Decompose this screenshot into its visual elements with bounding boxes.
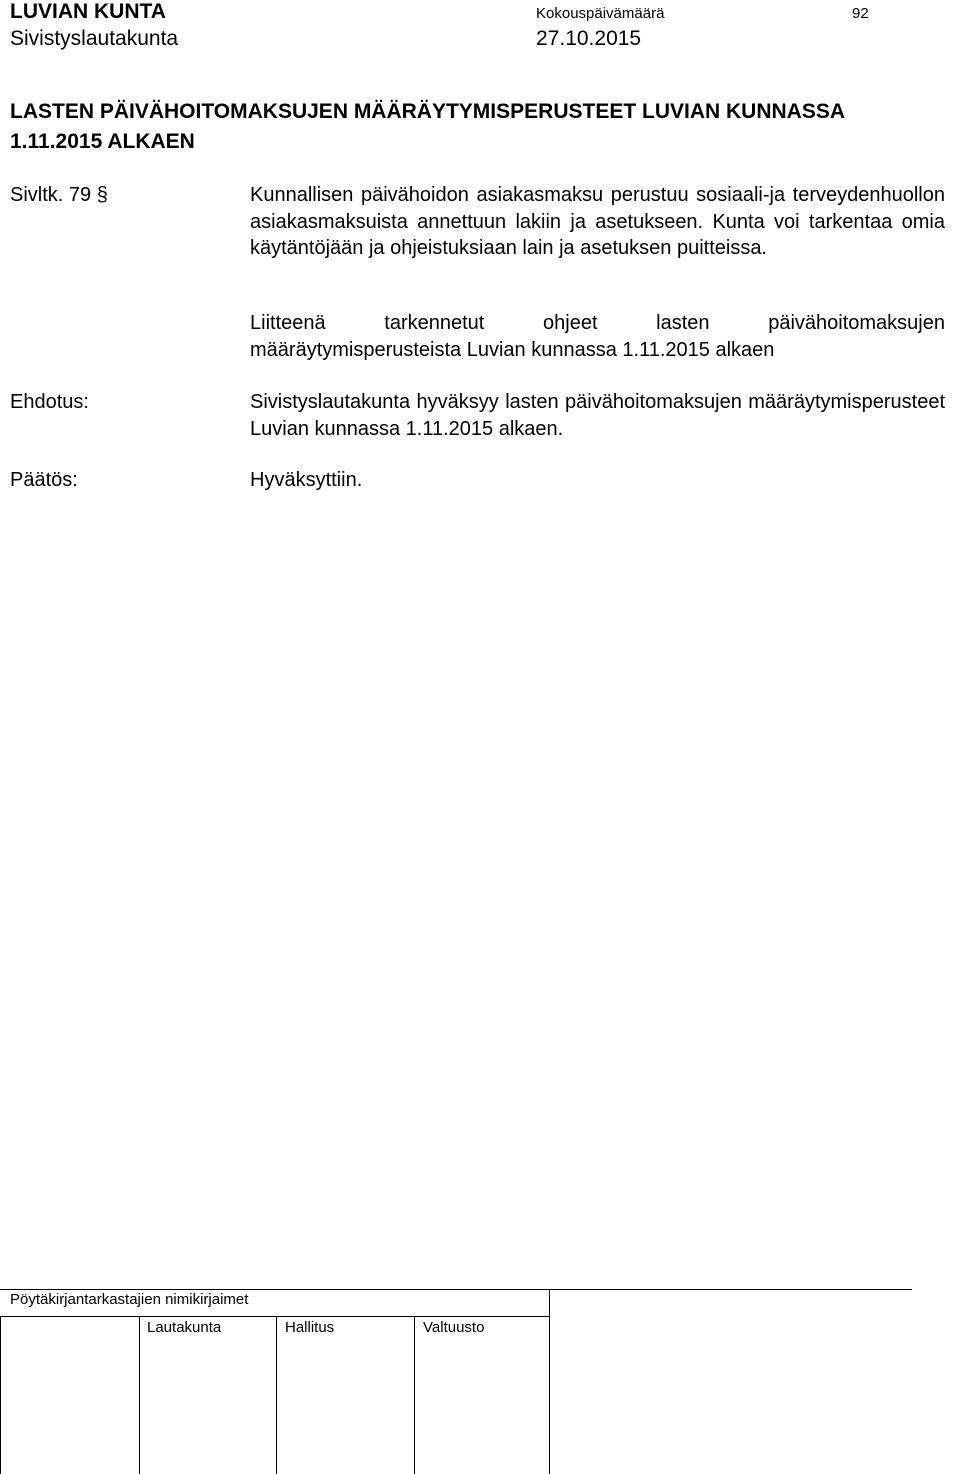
committee-name: Sivistyslautakunta [10, 27, 179, 50]
decision-text: Hyväksyttiin. [250, 469, 363, 491]
table-column-divider-3 [414, 1316, 415, 1474]
decision-label: Päätös: [10, 469, 78, 491]
paragraph-attachment: Liitteenä tarkennetut ohjeet lasten päivähoitomaksujen määräytymisperusteista Luvian kunnassa 1.11.2015 alkaen [250, 312, 945, 361]
table-column-divider-0 [0, 1316, 1, 1474]
organization-name: LUVIAN KUNTA [10, 0, 166, 23]
table-header-right-border [549, 1289, 550, 1317]
table-header-divider [0, 1316, 550, 1317]
table-column-divider-1 [139, 1316, 140, 1474]
column-valtuusto: Valtuusto [423, 1319, 485, 1336]
table-column-divider-4 [549, 1316, 550, 1474]
meeting-date-label: Kokouspäivämäärä [536, 5, 665, 22]
column-hallitus: Hallitus [285, 1319, 335, 1336]
section-reference: Sivltk. 79 § [10, 184, 108, 206]
meeting-date: 27.10.2015 [536, 27, 642, 50]
paragraph-background: Kunnallisen päivähoidon asiakasmaksu perustuu sosiaali-ja terveydenhuollon asiakasmaksuista annettuun lakiin ja asetukseen. Kunta voi tarkentaa omia käytäntöjään ja ohjeistuksiaan lain ja asetuksen puitteissa. [250, 184, 945, 259]
document-title: LASTEN PÄIVÄHOITOMAKSUJEN MÄÄRÄYTYMISPERUSTEET LUVIAN KUNNASSA 1.11.2015 ALKAEN [10, 100, 845, 153]
table-top-border [0, 1289, 912, 1290]
proposal-text: Sivistyslautakunta hyväksyy lasten päivähoitomaksujen määräytymisperusteet Luvian kunnassa 1.11.2015 alkaen. [250, 391, 945, 440]
proposal-label: Ehdotus: [10, 391, 89, 413]
signatures-title: Pöytäkirjantarkastajien nimikirjaimet [10, 1291, 249, 1308]
table-column-divider-2 [276, 1316, 277, 1474]
page-number: 92 [852, 5, 869, 22]
column-lautakunta: Lautakunta [147, 1319, 222, 1336]
